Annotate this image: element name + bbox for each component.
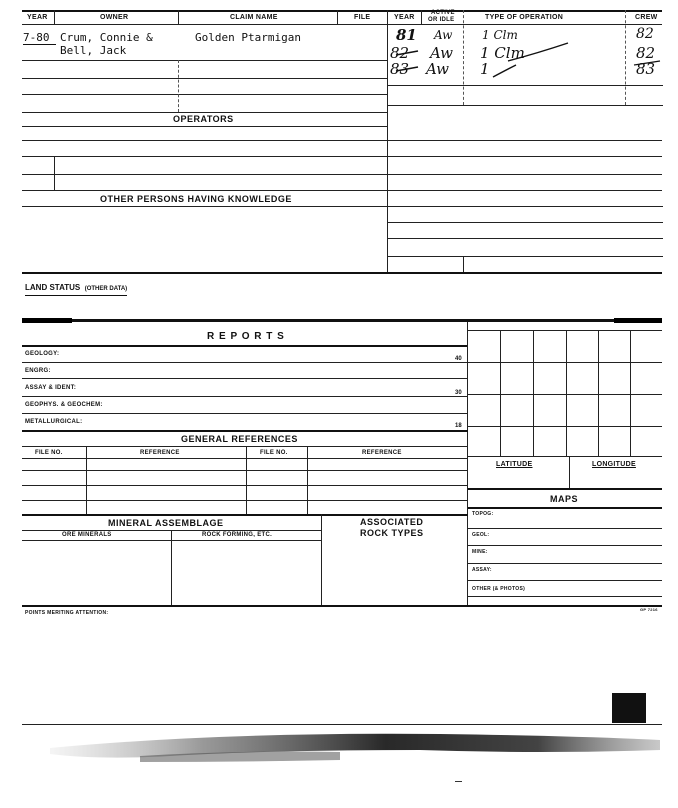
report-geophys: GEOPHYS. & GEOCHEM:: [25, 402, 103, 408]
grid-line: [468, 456, 662, 457]
hw-row2-year: 82: [390, 44, 410, 62]
col-file: FILE: [354, 14, 371, 21]
hw-row1-status: Aw: [434, 28, 453, 42]
scan-block: [612, 693, 646, 723]
report-assay: ASSAY & IDENT:: [25, 385, 77, 391]
row-line: [22, 470, 468, 471]
row-line: [22, 413, 468, 414]
row-sep: [178, 60, 179, 112]
points-meriting: POINTS MERITING ATTENTION:: [25, 610, 109, 616]
report-num-18: 18: [455, 423, 462, 429]
row-line: [388, 222, 663, 223]
hw-row2-crew: 82: [636, 44, 656, 62]
entry-claim-name: Golden Ptarmigan: [195, 31, 301, 44]
hw-row3-year: 83: [390, 60, 410, 78]
band-mark: [22, 318, 72, 323]
row-line: [468, 580, 662, 581]
hw-row3-type: 1: [480, 60, 490, 78]
row-line: [22, 458, 468, 459]
reports-heading: R E P O R T S: [207, 331, 285, 342]
row-line: [22, 190, 662, 191]
grid-col: [630, 330, 631, 456]
col-year: YEAR: [27, 14, 48, 21]
col-owner: OWNER: [100, 14, 129, 21]
report-engrg: ENGRG:: [25, 368, 51, 374]
entry-year: 7-80: [23, 31, 50, 44]
row-line: [388, 105, 663, 106]
row-line: [468, 563, 662, 564]
row-line: [22, 126, 387, 127]
row-line: [22, 430, 468, 432]
row-sep: [54, 156, 55, 190]
ore-minerals: ORE MINERALS: [62, 532, 112, 538]
col-year-2: YEAR: [394, 14, 415, 21]
row-line: [468, 596, 662, 597]
hw-row2-type: 1 Clm: [480, 44, 525, 62]
latlong-sep: [569, 456, 570, 488]
general-references-heading: GENERAL REFERENCES: [181, 434, 298, 444]
grid-line: [468, 488, 662, 490]
land-status-label: LAND STATUS: [25, 283, 81, 292]
hdr-sep: [54, 10, 55, 24]
mineral-col-sep: [171, 530, 172, 605]
longitude-label: LONGITUDE: [592, 461, 636, 468]
ref-reference-1: REFERENCE: [140, 450, 180, 456]
row-line: [22, 500, 468, 501]
row-line: [22, 206, 387, 207]
row-line: [22, 78, 387, 79]
row-line: [22, 112, 387, 113]
col-idle: OR IDLE: [428, 17, 455, 23]
row-line: [22, 174, 662, 175]
row-line: [22, 140, 662, 141]
band-mark: [614, 318, 662, 323]
hw-row3-crew: 83: [636, 60, 656, 78]
map-assay: ASSAY:: [472, 567, 492, 573]
form-number: GP 7216: [640, 607, 658, 612]
grid-col: [598, 330, 599, 456]
row-line: [22, 485, 468, 486]
row-line: [22, 378, 468, 379]
rock-forming: ROCK FORMING, ETC.: [202, 532, 273, 538]
row-line: [22, 362, 468, 363]
associated-rock-types-2: ROCK TYPES: [360, 528, 424, 538]
top-rule: [22, 10, 662, 12]
row-line: [22, 396, 468, 397]
row-line: [468, 528, 662, 529]
grid-line: [468, 394, 662, 395]
map-other: OTHER (& PHOTOS): [472, 586, 526, 592]
report-geology: GEOLOGY:: [25, 351, 60, 357]
col-active: ACTIVE: [431, 10, 455, 16]
associated-rock-types-1: ASSOCIATED: [360, 517, 424, 527]
grid-col: [500, 330, 501, 456]
map-mine: MINE:: [472, 549, 488, 555]
row-line: [22, 446, 468, 447]
grid-col: [566, 330, 567, 456]
hw-row1-type: 1 Clm: [482, 28, 518, 42]
col-claim-name: CLAIM NAME: [230, 14, 278, 21]
row-line: [468, 507, 662, 509]
band-rule: [22, 319, 662, 322]
handwriting-strokes: [388, 25, 668, 85]
grid-line: [468, 426, 662, 427]
maps-heading: MAPS: [550, 494, 579, 504]
ref-file-no-2: FILE NO.: [260, 450, 288, 456]
ref-col-sep: [307, 446, 308, 514]
other-persons-heading: OTHER PERSONS HAVING KNOWLEDGE: [100, 194, 292, 204]
row-line: [388, 85, 663, 86]
hdr-sep: [337, 10, 338, 24]
ref-col-sep: [246, 446, 247, 514]
row-line: [22, 94, 387, 95]
row-line: [388, 238, 663, 239]
hdr-sep: [421, 10, 422, 24]
map-topog: TOPOG:: [472, 511, 494, 517]
hw-row1-crew: 82: [636, 26, 654, 42]
row-line: [22, 514, 468, 516]
entry-owner-line2: Bell, Jack: [60, 44, 127, 57]
hdr-sep: [178, 10, 179, 24]
map-geol: GEOL:: [472, 532, 490, 538]
mineral-col-sep: [321, 514, 322, 605]
scan-smear: [20, 720, 670, 780]
latitude-label: LATITUDE: [496, 461, 533, 468]
grid-col: [533, 330, 534, 456]
row-line: [22, 60, 387, 61]
ref-col-sep: [86, 446, 87, 514]
operators-heading: OPERATORS: [173, 114, 234, 124]
scan-dash: [455, 781, 462, 782]
section-rule: [22, 272, 662, 274]
report-metallurgical: METALLURGICAL:: [25, 419, 83, 425]
hw-row1-year: 81: [396, 26, 417, 44]
row-line: [22, 156, 662, 157]
ref-file-no-1: FILE NO.: [35, 450, 63, 456]
hw-row3-status: Aw: [426, 60, 449, 78]
mineral-assemblage-heading: MINERAL ASSEMBLAGE: [108, 518, 224, 528]
grid-line: [468, 362, 662, 363]
col-crew: CREW: [635, 14, 658, 21]
row-line: [388, 206, 663, 207]
report-num-30: 30: [455, 390, 462, 396]
bottom-rule: [22, 605, 662, 607]
col-type-of-operation: TYPE OF OPERATION: [485, 14, 564, 21]
year-underline: [23, 44, 56, 45]
grid-line: [468, 330, 662, 331]
ref-reference-2: REFERENCE: [362, 450, 402, 456]
row-line: [388, 256, 663, 257]
land-status-heading: [25, 277, 127, 296]
entry-owner-line1: Crum, Connie &: [60, 31, 153, 44]
row-sep: [463, 256, 464, 272]
hw-row2-status: Aw: [430, 44, 453, 62]
row-line: [22, 345, 468, 347]
report-num-40: 40: [455, 356, 462, 362]
row-line: [468, 545, 662, 546]
land-status-sub: (OTHER DATA): [84, 286, 128, 292]
